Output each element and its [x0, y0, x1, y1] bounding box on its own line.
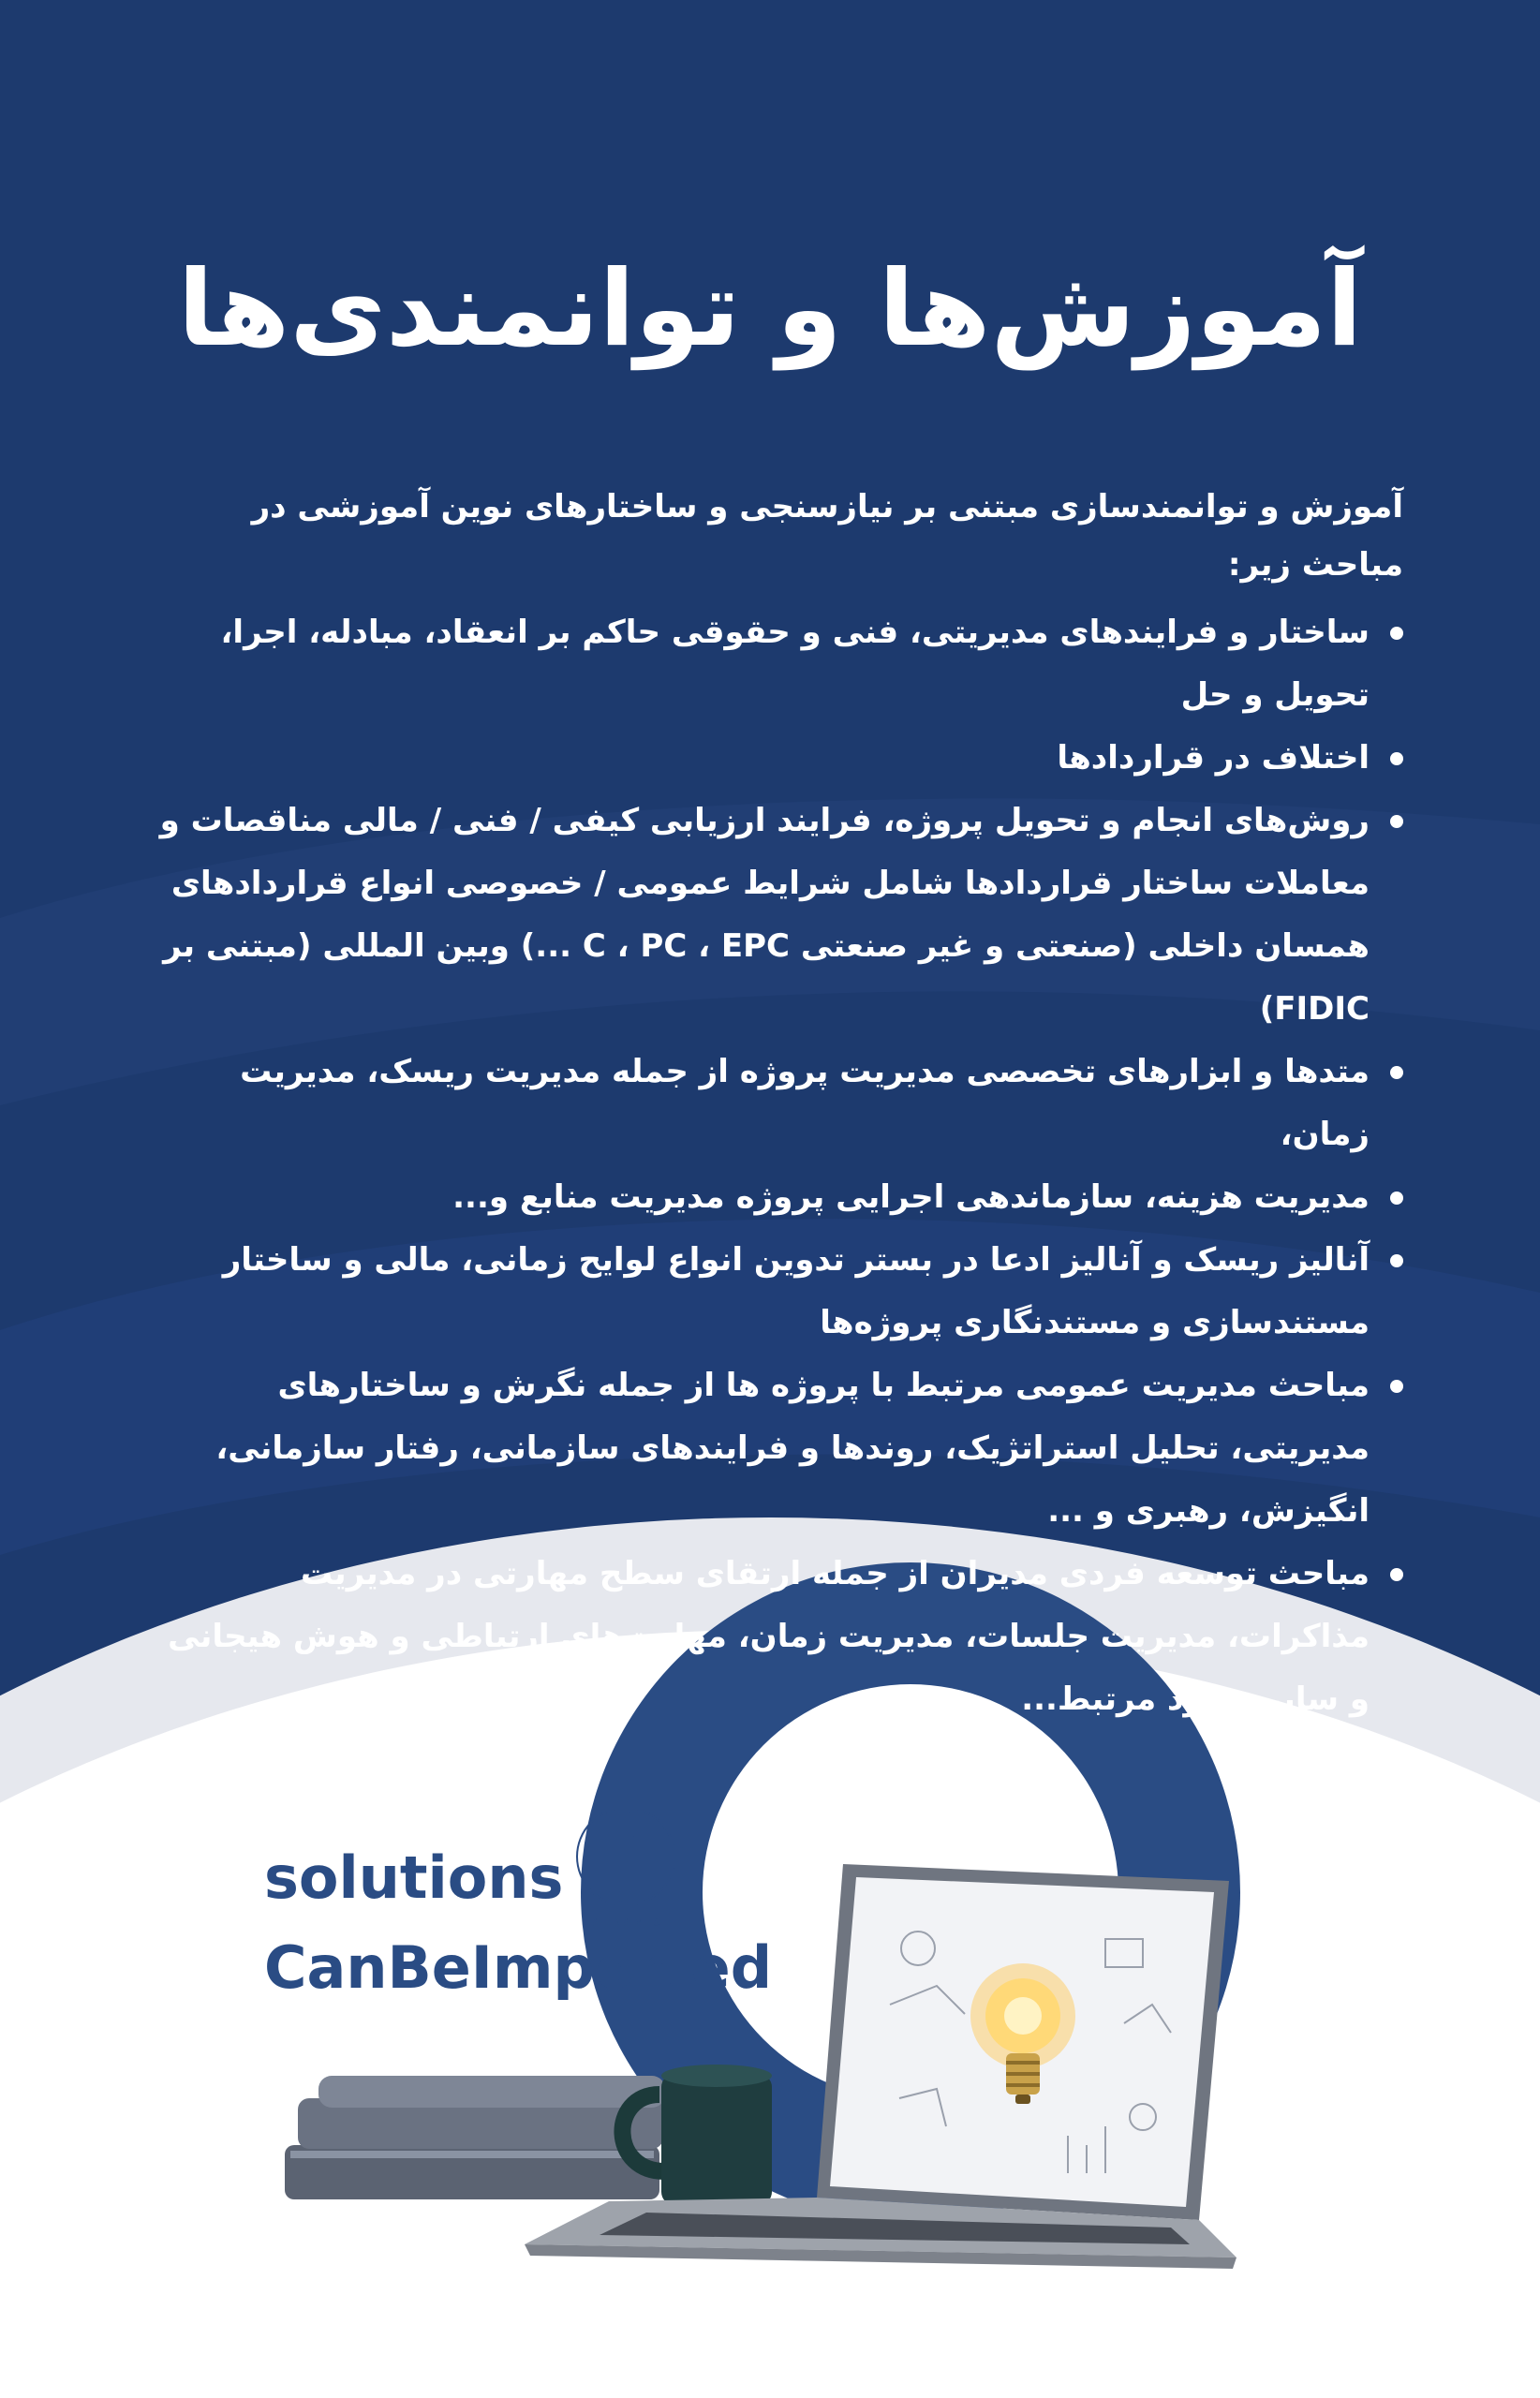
brand-line-1: solutions: [264, 1843, 564, 1912]
list-item: اختلاف در قراردادها: [155, 727, 1403, 790]
bullet-icon: [1390, 627, 1403, 640]
bullet-icon: [1390, 1066, 1403, 1079]
intro-text: آموزش و توانمندسازی مبتنی بر نیازسنجی و ساختارهای نوین آموزشی در مباحث زیر:: [251, 488, 1403, 584]
list-item: مدیریت هزینه، سازماندهی اجرایی پروژه مدیریت منابع و...: [155, 1166, 1403, 1229]
bullet-icon: [1390, 1380, 1403, 1393]
logo-text: AFRAMIS: [592, 1917, 664, 1929]
list-item: مباحث توسعه فردی مدیران از جمله ارتقای سطح مهارتی در مدیریت مذاکرات، مدیریت جلسات، مدیریت زمان، مهارت‌های ارتباطی و هوش هیجانی و سایر موارد مرتبط...: [155, 1543, 1403, 1731]
page-title: آموزش‌ها و توانمندی‌ها: [177, 248, 1363, 370]
bullet-icon: [1390, 1568, 1403, 1581]
bullet-icon: [1390, 815, 1403, 828]
bullet-list: [155, 601, 1403, 1731]
list-item: متدها و ابزارهای تخصصی مدیریت پروژه از جمله مدیریت ریسک، مدیریت زمان،: [155, 1041, 1403, 1166]
list-item: ساختار و فرایندهای مدیریتی، فنی و حقوقی حاکم بر انعقاد، مبادله، اجرا، تحویل و حل: [155, 601, 1403, 727]
brand-line-2: CanBeImported: [264, 1933, 773, 2002]
bullet-icon: [1390, 1192, 1403, 1205]
list-item: روش‌های انجام و تحویل پروژه، فرایند ارزیابی کیفی / فنی / مالی مناقصات و معاملات ساختار قراردادها شامل شرایط عمومی / خصوصی انواع قراردادهای همسان داخلی (صنعتی و غیر صنعتی C ، PC ، EPC ...) وبین المللی (مبتنی بر FIDIC): [155, 790, 1403, 1041]
bullet-icon: [1390, 752, 1403, 765]
bullet-icon: [1390, 1254, 1403, 1267]
list-item: آنالیز ریسک و آنالیز ادعا در بستر تدوین انواع لوایح زمانی، مالی و ساختار مستندسازی و مستندنگاری پروژه‌ها: [155, 1229, 1403, 1354]
list-item: مباحث مدیریت عمومی مرتبط با پروژه ها از جمله نگرش و ساختارهای مدیریتی، تحلیل استراتژیک، روندها و فرایندهای سازمانی، رفتار سازمانی، انگیزش، رهبری و ...: [155, 1354, 1403, 1543]
brand-block: [264, 1843, 772, 2003]
content-block: [155, 478, 1403, 1731]
